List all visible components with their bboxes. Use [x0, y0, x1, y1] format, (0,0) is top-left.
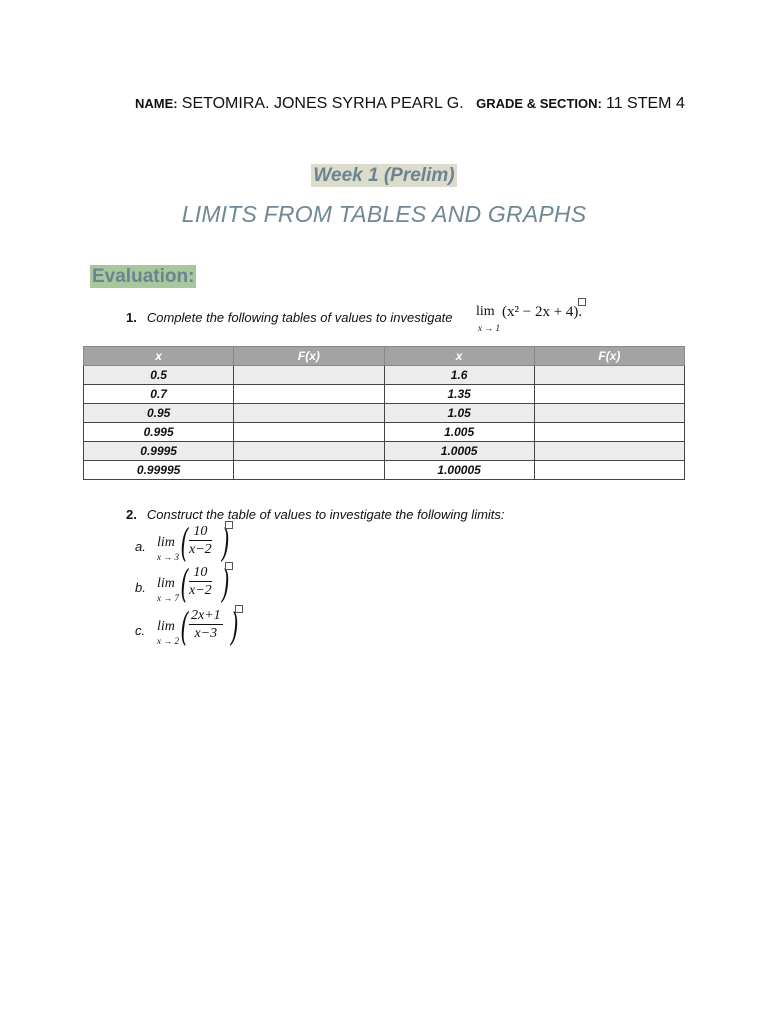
- left-paren-icon: (: [180, 562, 189, 606]
- item-label: a.: [135, 539, 146, 554]
- right-paren-icon: ): [221, 562, 230, 606]
- table-row: [84, 366, 685, 385]
- item-label: b.: [135, 580, 146, 595]
- evaluation-title: Evaluation:: [92, 266, 195, 287]
- numerator: 10: [189, 523, 212, 541]
- limit-subscript: x → 7: [157, 593, 179, 603]
- table-row: [84, 423, 685, 442]
- right-paren-icon: ): [230, 605, 239, 649]
- table-cell: 0.995: [84, 423, 234, 442]
- table-cell[interactable]: [534, 366, 684, 385]
- limit-subscript: x → 3: [157, 552, 179, 562]
- denominator: x−2: [189, 583, 212, 598]
- numerator: 10: [189, 564, 212, 582]
- numerator: 2x+1: [191, 608, 221, 623]
- placeholder-box-icon: [225, 521, 233, 529]
- evaluation-heading: [90, 266, 196, 288]
- table-cell: 0.95: [84, 404, 234, 423]
- limit-word: lim: [157, 535, 175, 550]
- table-cell: 1.05: [384, 404, 534, 423]
- question-1-limit: [476, 304, 583, 333]
- main-title: LIMITS FROM TABLES AND GRAPHS: [181, 201, 587, 227]
- week-heading: [0, 165, 768, 187]
- name-value: SETOMIRA. JONES SYRHA PEARL G.: [181, 95, 464, 112]
- table-cell[interactable]: [234, 385, 384, 404]
- left-paren-icon: (: [180, 605, 189, 649]
- question-2-prompt: Construct the table of values to investigate the following limits:: [146, 507, 505, 522]
- right-paren-icon: ): [221, 521, 230, 565]
- table-cell: 1.005: [384, 423, 534, 442]
- table-cell[interactable]: [534, 442, 684, 461]
- table-cell[interactable]: [534, 423, 684, 442]
- denominator: x−3: [194, 626, 218, 641]
- question-1-number: 1.: [126, 310, 137, 325]
- table-cell: 1.6: [384, 366, 534, 385]
- question-2-number: 2.: [126, 507, 137, 522]
- table-cell: 1.00005: [384, 461, 534, 480]
- limit-expression: (x² − 2x + 4).: [502, 304, 583, 320]
- fraction: [189, 564, 212, 599]
- table-cell: 1.35: [384, 385, 534, 404]
- table-cell[interactable]: [534, 461, 684, 480]
- limit-word: lim: [157, 576, 175, 591]
- table-header-row: [84, 347, 685, 366]
- table-cell[interactable]: [534, 404, 684, 423]
- column-header: x: [84, 347, 234, 366]
- column-header: F(x): [234, 347, 384, 366]
- table-cell[interactable]: [534, 385, 684, 404]
- column-header: x: [384, 347, 534, 366]
- denominator: x−2: [189, 542, 212, 557]
- question-1-prompt: Complete the following tables of values to investigate: [146, 310, 453, 325]
- column-header: F(x): [534, 347, 684, 366]
- table-cell[interactable]: [234, 404, 384, 423]
- table-cell[interactable]: [234, 461, 384, 480]
- grade-label: GRADE & SECTION:: [476, 96, 602, 111]
- table-cell: 0.5: [84, 366, 234, 385]
- placeholder-box-icon: [235, 605, 243, 613]
- table-cell: 0.7: [84, 385, 234, 404]
- week-title: Week 1 (Prelim): [313, 165, 455, 186]
- table-cell[interactable]: [234, 366, 384, 385]
- grade-value: 11 STEM 4: [606, 95, 685, 112]
- placeholder-box-icon: [225, 562, 233, 570]
- limit-word: lim: [157, 619, 175, 634]
- question-2-text: [126, 507, 505, 522]
- table-cell: 1.0005: [384, 442, 534, 461]
- name-label: NAME:: [135, 96, 178, 111]
- table-cell: 0.9995: [84, 442, 234, 461]
- placeholder-box-icon: [578, 298, 586, 306]
- left-paren-icon: (: [180, 521, 189, 565]
- student-header: [135, 95, 695, 113]
- table-row: [84, 442, 685, 461]
- table-row: [84, 404, 685, 423]
- limit-word: lim: [476, 304, 495, 319]
- table-cell[interactable]: [234, 442, 384, 461]
- question-1-text: [126, 310, 453, 325]
- table-row: [84, 461, 685, 480]
- limit-subscript: x → 2: [157, 636, 179, 646]
- item-label: c.: [135, 623, 146, 638]
- limit-subscript: x → 1: [478, 323, 500, 333]
- table-row: [84, 385, 685, 404]
- table-cell: 0.99995: [84, 461, 234, 480]
- table-cell[interactable]: [234, 423, 384, 442]
- values-table: [83, 346, 685, 480]
- fraction: [189, 523, 212, 558]
- fraction: [189, 607, 223, 642]
